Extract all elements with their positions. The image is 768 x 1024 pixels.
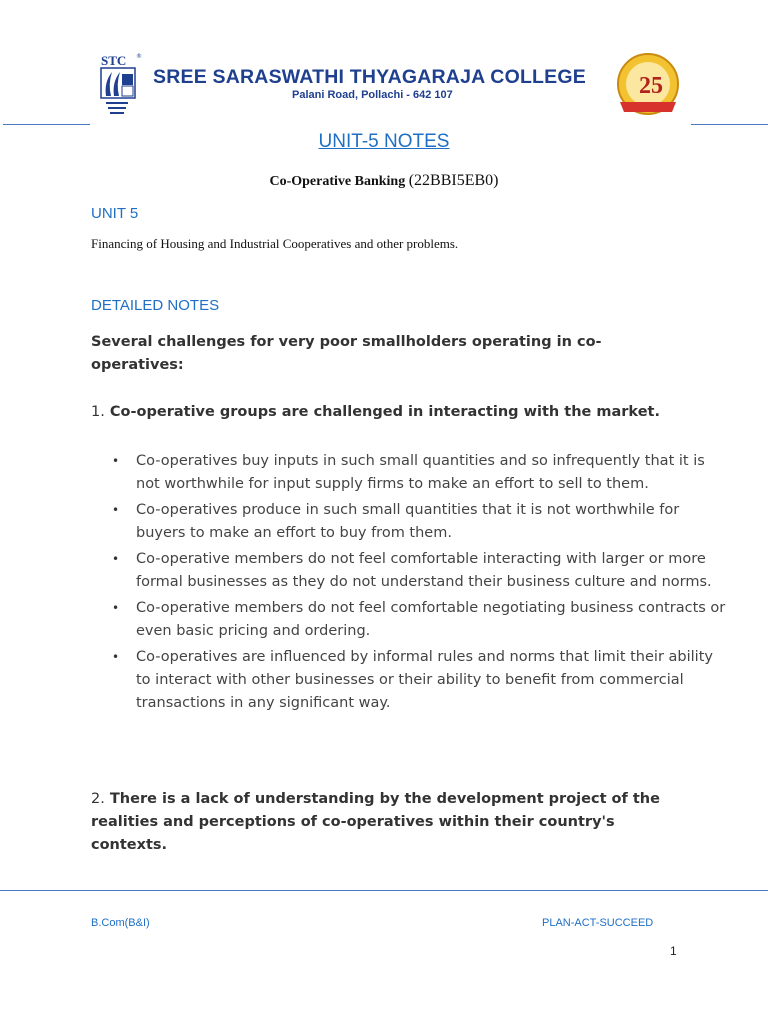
point-2-text: There is a lack of understanding by the development project of the realities and perceptions of co-operatives within their country's contexts. bbox=[91, 791, 660, 853]
header-rule-right bbox=[691, 124, 768, 125]
point-1-number: 1. bbox=[91, 404, 105, 420]
point-2-number: 2. bbox=[91, 791, 105, 807]
college-logo bbox=[98, 52, 144, 120]
notes-heading: DETAILED NOTES bbox=[91, 297, 220, 314]
list-item: • Co-operatives are influenced by informal rules and norms that limit their ability to interact with other businesses or their ability to benefit from commercial transactions in any significant way. bbox=[136, 646, 726, 715]
unit-topic: Financing of Housing and Industrial Cooperatives and other problems. bbox=[91, 236, 459, 251]
logo-text: STC bbox=[101, 53, 127, 68]
college-name: SREE SARASWATHI THYAGARAJA COLLEGE bbox=[153, 66, 586, 88]
course-name: Co-Operative Banking bbox=[269, 174, 406, 189]
page-title: UNIT-5 NOTES bbox=[318, 131, 450, 152]
list-item: • Co-operatives buy inputs in such small quantities and so infrequently that it is not worthwhile for input supply firms to make an effort to sell to them. bbox=[136, 450, 726, 496]
logo-registered-mark: ® bbox=[136, 53, 142, 60]
header-rule-left bbox=[3, 124, 90, 125]
list-item: • Co-operatives produce in such small quantities that it is not worthwhile for buyers to make an effort to buy from them. bbox=[136, 499, 726, 545]
footer-left: B.Com(B&I) bbox=[91, 917, 150, 929]
footer-rule bbox=[0, 890, 768, 891]
course-code: (22BBI5EB0) bbox=[408, 172, 499, 189]
college-address: Palani Road, Pollachi - 642 107 bbox=[292, 89, 453, 101]
page-number: 1 bbox=[670, 944, 677, 958]
footer-right: PLAN-ACT-SUCCEED bbox=[542, 917, 654, 929]
silver-jubilee-emblem bbox=[612, 52, 684, 118]
jubilee-number: 25 bbox=[639, 73, 663, 99]
list-item: • Co-operative members do not feel comfortable interacting with larger or more formal businesses as they do not understand their business culture and norms. bbox=[136, 548, 726, 594]
bullet-list bbox=[91, 450, 726, 718]
point-2 bbox=[91, 788, 681, 857]
point-1-text: Co-operative groups are challenged in interacting with the market. bbox=[109, 404, 660, 420]
list-item: • Co-operative members do not feel comfortable negotiating business contracts or even basic pricing and ordering. bbox=[136, 597, 726, 643]
point-1 bbox=[91, 401, 681, 424]
course-line bbox=[0, 172, 768, 190]
unit-heading: UNIT 5 bbox=[91, 205, 139, 222]
intro-paragraph: Several challenges for very poor smallholders operating in co-operatives: bbox=[91, 334, 602, 373]
